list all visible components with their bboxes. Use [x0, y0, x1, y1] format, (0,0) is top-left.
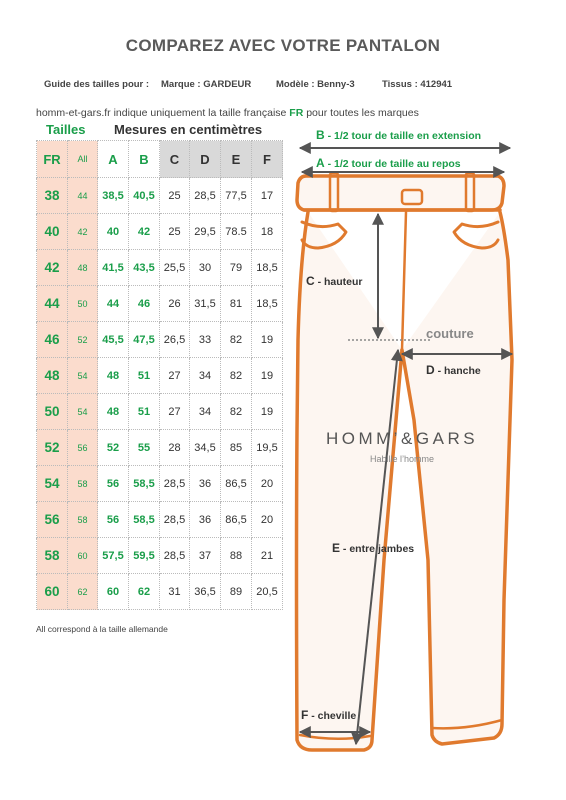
cell-e: 86,5	[221, 466, 252, 502]
cell-e: 82	[221, 358, 252, 394]
cell-f: 19	[252, 358, 283, 394]
cell-c: 25	[160, 178, 190, 214]
logo-tagline: Habille l’homme	[369, 454, 435, 464]
cell-b: 58,5	[129, 466, 160, 502]
cell-f: 19	[252, 394, 283, 430]
cell-fr: 50	[37, 394, 68, 430]
cell-fr: 54	[37, 466, 68, 502]
cell-e: 82	[221, 322, 252, 358]
header-d: D	[190, 141, 221, 178]
cell-a: 57,5	[98, 538, 129, 574]
label-b-text: - 1/2 tour de taille en extension	[324, 130, 482, 142]
cell-e: 79	[221, 250, 252, 286]
cell-b: 42	[129, 214, 160, 250]
cell-c: 26	[160, 286, 190, 322]
cell-c: 28	[160, 430, 190, 466]
guide-label: Guide des tailles pour :	[44, 79, 150, 90]
header-f: F	[252, 141, 283, 178]
cell-fr: 40	[37, 214, 68, 250]
cell-f: 17	[252, 178, 283, 214]
cell-c: 26,5	[160, 322, 190, 358]
cell-fr: 44	[37, 286, 68, 322]
cell-all: 62	[68, 574, 98, 610]
note-fr: FR	[289, 107, 304, 119]
cell-a: 45,5	[98, 322, 129, 358]
cell-fr: 58	[37, 538, 68, 574]
cell-d: 36	[190, 466, 221, 502]
mesures-heading: Mesures en centimètres	[114, 122, 263, 137]
cell-f: 20	[252, 466, 283, 502]
cell-all: 54	[68, 394, 98, 430]
cell-e: 85	[221, 430, 252, 466]
cell-f: 20	[252, 502, 283, 538]
cell-c: 28,5	[160, 466, 190, 502]
cell-b: 58,5	[129, 502, 160, 538]
cell-fr: 52	[37, 430, 68, 466]
cell-fr: 38	[37, 178, 68, 214]
cell-f: 18,5	[252, 286, 283, 322]
cell-fr: 42	[37, 250, 68, 286]
tailles-heading: Tailles	[46, 122, 86, 137]
cell-a: 48	[98, 394, 129, 430]
header-a: A	[98, 141, 129, 178]
cell-e: 81	[221, 286, 252, 322]
cell-all: 58	[68, 502, 98, 538]
cell-e: 86,5	[221, 502, 252, 538]
label-b	[316, 128, 481, 142]
label-d-text: - hanche	[434, 365, 481, 377]
cell-b: 62	[129, 574, 160, 610]
cell-b: 55	[129, 430, 160, 466]
cell-c: 27	[160, 394, 190, 430]
cell-all: 58	[68, 466, 98, 502]
cell-e: 88	[221, 538, 252, 574]
cell-fr: 48	[37, 358, 68, 394]
page-title: COMPAREZ AVEC VOTRE PANTALON	[125, 36, 441, 55]
cell-b: 47,5	[129, 322, 160, 358]
cell-a: 41,5	[98, 250, 129, 286]
cell-e: 82	[221, 394, 252, 430]
cell-f: 20,5	[252, 574, 283, 610]
cell-b: 40,5	[129, 178, 160, 214]
label-c-text: - hauteur	[314, 276, 363, 288]
cell-f: 18	[252, 214, 283, 250]
label-d	[426, 363, 481, 377]
cell-b: 46	[129, 286, 160, 322]
header-fr: FR	[37, 141, 68, 178]
cell-fr: 60	[37, 574, 68, 610]
label-f-letter: F	[301, 708, 309, 722]
cell-a: 44	[98, 286, 129, 322]
label-f-text: - cheville	[308, 710, 357, 722]
cell-a: 38,5	[98, 178, 129, 214]
guide-model: Modèle : Benny-3	[276, 79, 355, 90]
note-after: pour toutes les marques	[303, 107, 419, 119]
cell-b: 51	[129, 358, 160, 394]
cell-all: 52	[68, 322, 98, 358]
label-a-letter: A	[316, 156, 325, 170]
cell-b: 59,5	[129, 538, 160, 574]
cell-e: 78.5	[221, 214, 252, 250]
cell-d: 36	[190, 502, 221, 538]
cell-d: 28,5	[190, 178, 221, 214]
cell-all: 48	[68, 250, 98, 286]
cell-d: 31,5	[190, 286, 221, 322]
logo-text: HOMM’&GARS	[325, 429, 479, 448]
cell-e: 89	[221, 574, 252, 610]
cell-e: 77,5	[221, 178, 252, 214]
cell-c: 25	[160, 214, 190, 250]
cell-c: 28,5	[160, 538, 190, 574]
cell-b: 51	[129, 394, 160, 430]
guide-fabric: Tissus : 412941	[382, 79, 453, 90]
cell-all: 42	[68, 214, 98, 250]
header-c: C	[160, 141, 190, 178]
cell-fr: 46	[37, 322, 68, 358]
cell-c: 31	[160, 574, 190, 610]
header-all: All	[68, 141, 98, 178]
label-couture: couture	[426, 326, 474, 341]
cell-f: 21	[252, 538, 283, 574]
label-e-text: - entre jambes	[340, 543, 415, 555]
cell-all: 50	[68, 286, 98, 322]
label-b-letter: B	[316, 128, 325, 142]
label-d-letter: D	[426, 363, 435, 377]
cell-d: 30	[190, 250, 221, 286]
cell-f: 18,5	[252, 250, 283, 286]
cell-f: 19,5	[252, 430, 283, 466]
cell-d: 36,5	[190, 574, 221, 610]
label-c	[306, 274, 363, 288]
label-f	[301, 708, 356, 722]
cell-a: 48	[98, 358, 129, 394]
cell-all: 44	[68, 178, 98, 214]
cell-d: 34	[190, 394, 221, 430]
cell-a: 56	[98, 466, 129, 502]
cell-d: 33	[190, 322, 221, 358]
label-c-letter: C	[306, 274, 315, 288]
cell-fr: 56	[37, 502, 68, 538]
label-e	[332, 541, 414, 555]
cell-d: 34	[190, 358, 221, 394]
cell-f: 19	[252, 322, 283, 358]
all-note: All correspond à la taille allemande	[36, 624, 168, 634]
header-e: E	[221, 141, 252, 178]
label-a	[316, 156, 461, 170]
cell-c: 25,5	[160, 250, 190, 286]
label-e-letter: E	[332, 541, 341, 555]
header-b: B	[129, 141, 160, 178]
cell-d: 29,5	[190, 214, 221, 250]
cell-d: 34,5	[190, 430, 221, 466]
note-before: homm-et-gars.fr indique uniquement la taille française	[36, 107, 290, 119]
cell-all: 54	[68, 358, 98, 394]
cell-a: 60	[98, 574, 129, 610]
cell-b: 43,5	[129, 250, 160, 286]
guide-brand: Marque : GARDEUR	[161, 79, 252, 90]
cell-d: 37	[190, 538, 221, 574]
cell-a: 56	[98, 502, 129, 538]
cell-c: 28,5	[160, 502, 190, 538]
cell-a: 40	[98, 214, 129, 250]
cell-c: 27	[160, 358, 190, 394]
cell-all: 56	[68, 430, 98, 466]
cell-a: 52	[98, 430, 129, 466]
label-a-text: - 1/2 tour de taille au repos	[324, 158, 461, 170]
cell-all: 60	[68, 538, 98, 574]
